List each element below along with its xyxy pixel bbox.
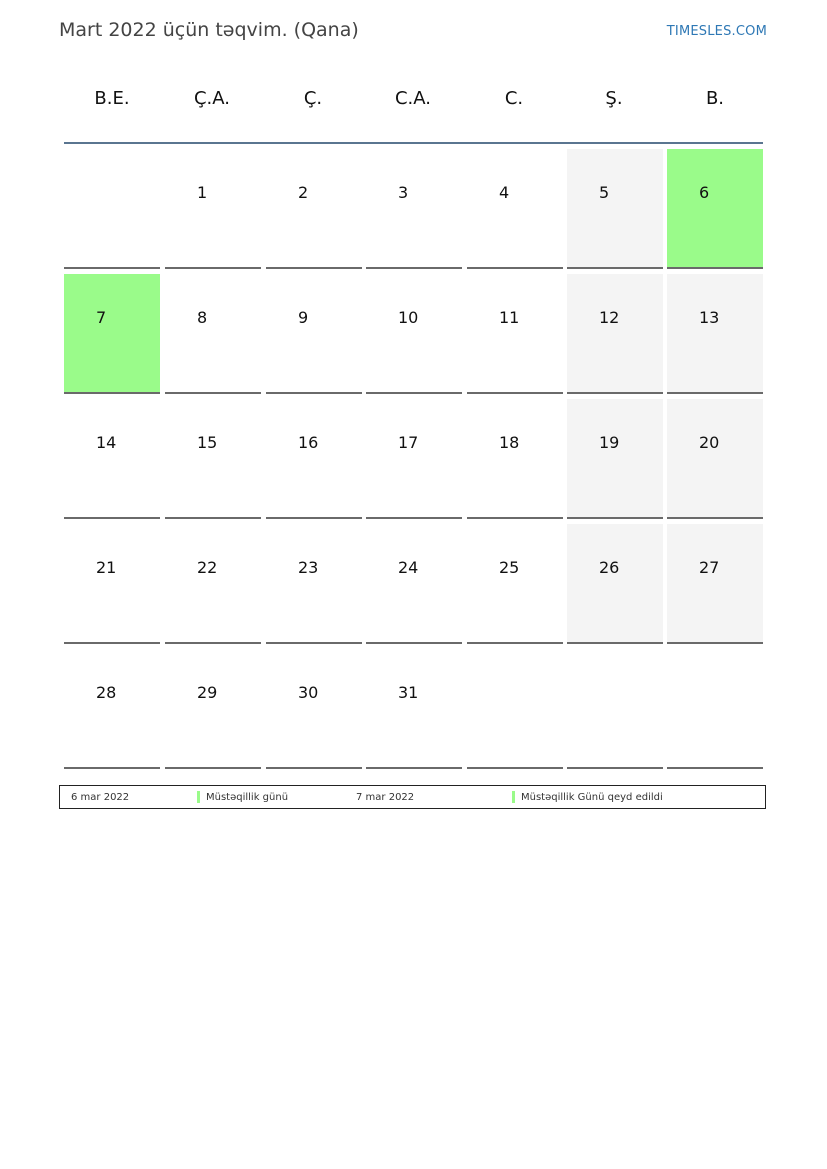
calendar-day-cell xyxy=(266,649,362,769)
weekday-sunday: B. xyxy=(705,88,725,109)
calendar-day-cell xyxy=(64,274,160,394)
day-number: 7 xyxy=(96,308,107,327)
site-link[interactable]: TIMESLES.COM xyxy=(666,24,767,39)
day-number: 9 xyxy=(298,308,309,327)
calendar-day-cell xyxy=(266,524,362,644)
day-number: 19 xyxy=(599,433,620,452)
legend-marker xyxy=(197,791,200,803)
calendar-day-cell xyxy=(165,399,261,519)
calendar-day-cell xyxy=(64,399,160,519)
day-number: 21 xyxy=(96,558,117,577)
day-number: 3 xyxy=(398,183,409,202)
day-number: 23 xyxy=(298,558,319,577)
calendar-day-cell xyxy=(366,399,462,519)
day-number: 5 xyxy=(599,183,610,202)
calendar-day-cell xyxy=(165,149,261,269)
day-number: 6 xyxy=(699,183,710,202)
calendar-day-cell xyxy=(266,149,362,269)
weekday-tuesday: Ç.A. xyxy=(193,88,230,109)
calendar-day-cell xyxy=(165,274,261,394)
day-number: 18 xyxy=(499,433,520,452)
day-number: 24 xyxy=(398,558,419,577)
day-number: 14 xyxy=(96,433,117,452)
weekday-thursday: C.A. xyxy=(394,88,431,109)
calendar-day-cell xyxy=(467,149,563,269)
calendar-day-cell xyxy=(266,274,362,394)
header-divider xyxy=(64,142,763,144)
weekday-header-row xyxy=(62,88,765,120)
day-number: 28 xyxy=(96,683,117,702)
weekday-friday: C. xyxy=(504,88,524,109)
day-number: 11 xyxy=(499,308,520,327)
calendar-day-cell xyxy=(567,399,663,519)
day-number: 16 xyxy=(298,433,319,452)
weekday-saturday: Ş. xyxy=(605,88,623,109)
calendar-day-cell xyxy=(567,274,663,394)
day-number: 31 xyxy=(398,683,419,702)
day-number: 20 xyxy=(699,433,720,452)
calendar-day-cell xyxy=(667,274,763,394)
calendar-day-cell xyxy=(366,274,462,394)
calendar-grid xyxy=(64,149,764,771)
weekday-monday: B.E. xyxy=(94,88,130,109)
day-number: 1 xyxy=(197,183,208,202)
calendar-day-cell xyxy=(165,649,261,769)
calendar-day-cell xyxy=(467,399,563,519)
day-number: 26 xyxy=(599,558,620,577)
calendar-day-cell xyxy=(467,274,563,394)
calendar-day-cell xyxy=(667,524,763,644)
day-number: 29 xyxy=(197,683,218,702)
weekday-wednesday: Ç. xyxy=(303,88,323,109)
day-number: 30 xyxy=(298,683,319,702)
day-number: 25 xyxy=(499,558,520,577)
calendar-day-cell xyxy=(64,524,160,644)
legend-marker xyxy=(512,791,515,803)
legend-label: Müstəqillik günü xyxy=(206,792,289,803)
legend-date: 6 mar 2022 xyxy=(71,792,130,803)
calendar-day-cell xyxy=(366,524,462,644)
calendar-day-cell xyxy=(567,149,663,269)
calendar-day-cell xyxy=(567,524,663,644)
calendar-day-cell xyxy=(667,649,763,769)
calendar-day-cell xyxy=(64,149,160,269)
calendar-day-cell xyxy=(64,649,160,769)
day-number: 27 xyxy=(699,558,720,577)
calendar-day-cell xyxy=(266,399,362,519)
day-number: 12 xyxy=(599,308,620,327)
calendar-day-cell xyxy=(467,649,563,769)
calendar-day-cell xyxy=(667,399,763,519)
legend-label: Müstəqillik Günü qeyd edildi xyxy=(521,792,663,803)
day-number: 10 xyxy=(398,308,419,327)
calendar-day-cell xyxy=(366,649,462,769)
holiday-legend xyxy=(59,785,766,809)
day-number: 8 xyxy=(197,308,208,327)
calendar-day-cell xyxy=(165,524,261,644)
legend-date: 7 mar 2022 xyxy=(356,792,415,803)
day-number: 15 xyxy=(197,433,218,452)
day-number: 17 xyxy=(398,433,419,452)
day-number: 22 xyxy=(197,558,218,577)
calendar-day-cell xyxy=(467,524,563,644)
day-number: 2 xyxy=(298,183,309,202)
page-title: Mart 2022 üçün təqvim. (Qana) xyxy=(59,19,359,41)
calendar-day-cell xyxy=(366,149,462,269)
calendar-day-cell xyxy=(567,649,663,769)
day-number: 4 xyxy=(499,183,510,202)
day-number: 13 xyxy=(699,308,720,327)
calendar-day-cell xyxy=(667,149,763,269)
